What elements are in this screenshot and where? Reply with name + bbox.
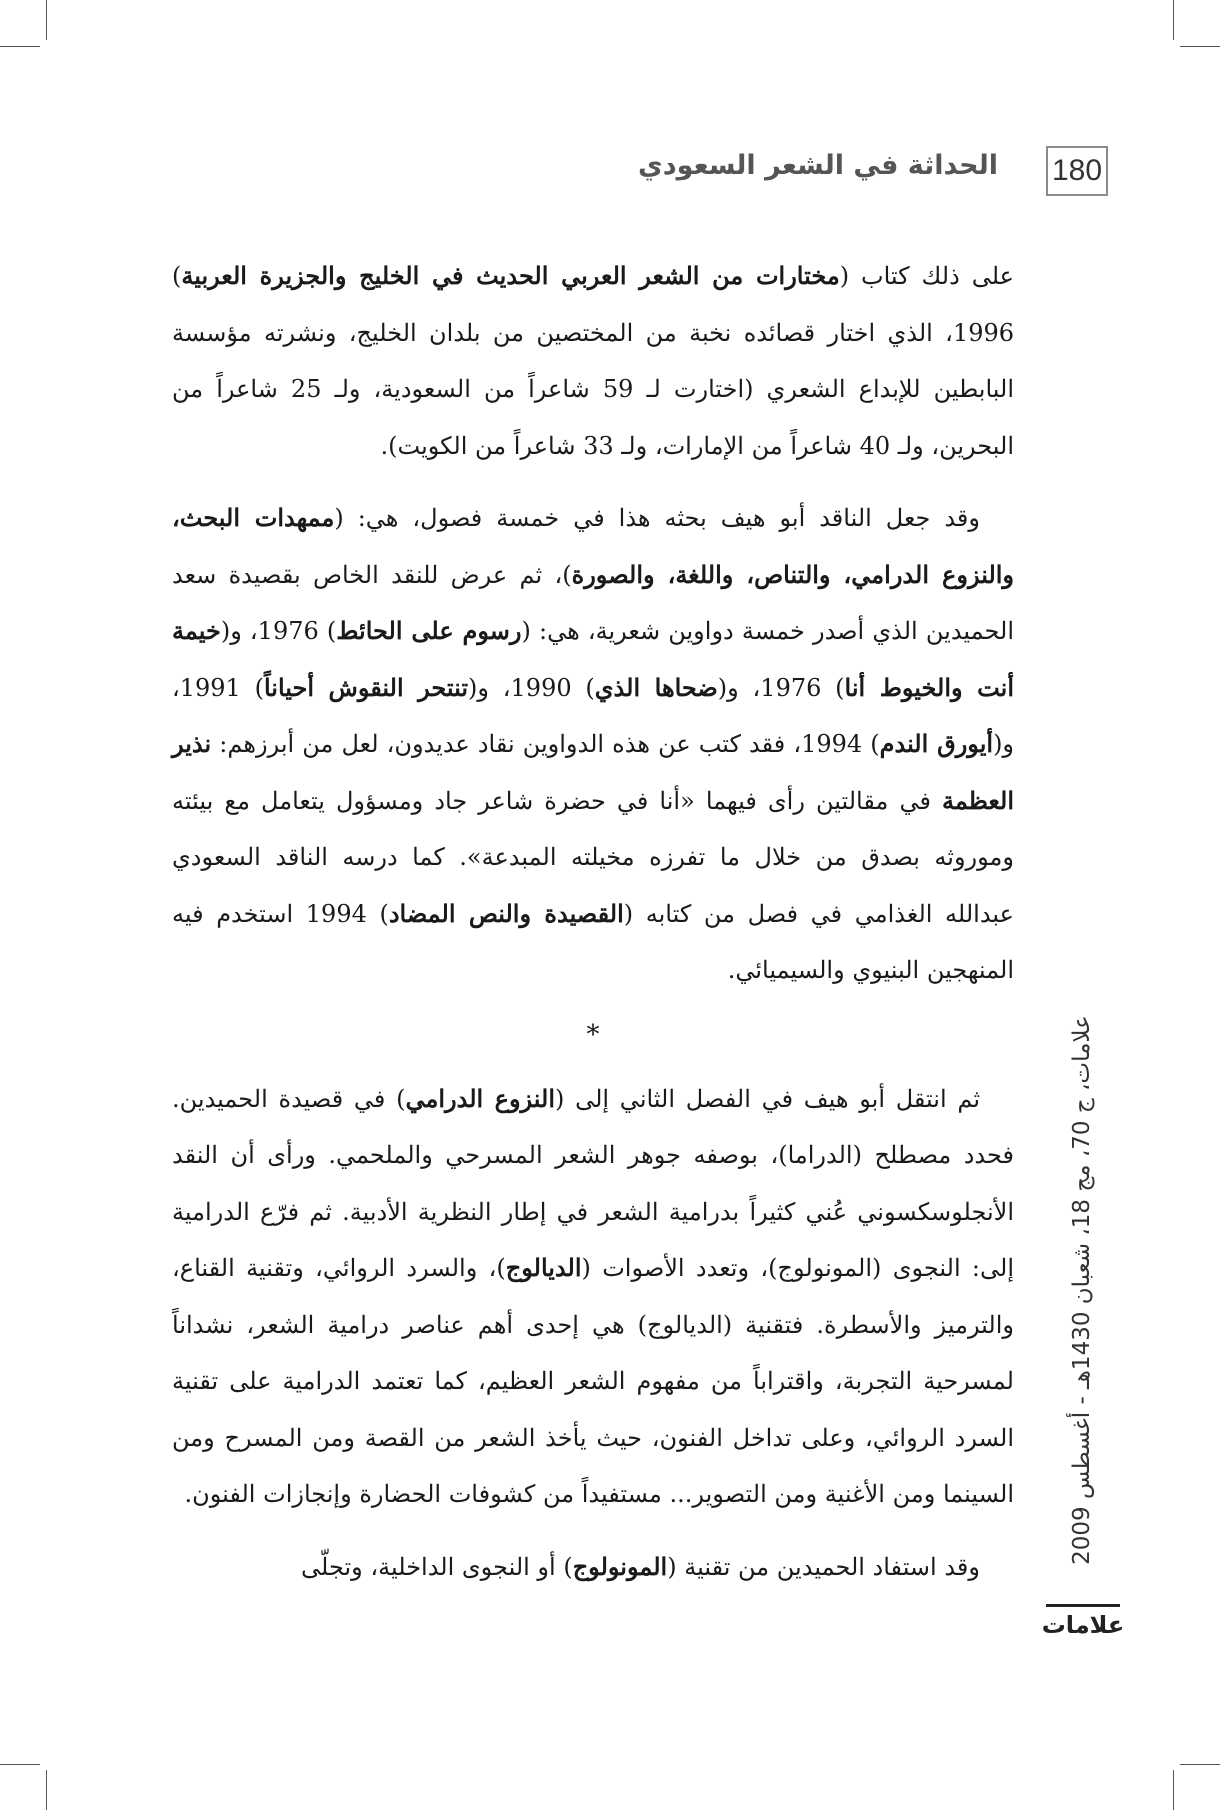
text-run: على ذلك كتاب (: [839, 262, 1014, 290]
paragraph: [172, 1539, 1014, 1596]
page-number: 180: [1046, 146, 1108, 196]
journal-info: علامات، ج 70، مج 18، شعبان 1430هـ - أغسطس 2009: [1069, 1015, 1096, 1565]
bold-title-run: أيورق الندم: [879, 729, 994, 758]
bold-title-run: القصيدة والنص المضاد: [388, 898, 624, 928]
bold-title-run: رسوم على الحائط: [336, 616, 522, 645]
paragraph: [172, 248, 1014, 474]
text-run: ) 1994، فقد كتب عن هذه الدواوين نقاد عديدون، لعل من أبرزهم:: [211, 730, 880, 758]
bold-title-run: تنتحر النقوش أحياناً: [263, 672, 469, 702]
text-run: ) 1994 استخدم فيه المنهجين البنيوي والسيميائي.: [172, 899, 1014, 984]
text-run: ) 1996، الذي اختار قصائده نخبة من المختصين من بلدان الخليج، ونشرته مؤسسة البابطين للإبداع الشعري (اختارت لـ 59 شاعراً من السعودية، ولـ 25 شاعراً من البحرين، ولـ 40 شاعراً من الإمارات، ولـ 33 شاعراً من الكويت).: [172, 262, 1015, 460]
bold-title-run: ممهدات البحث، والنزوع الدرامي، والتناص، واللغة، والصورة: [172, 503, 1015, 589]
journal-info-strip: [1052, 980, 1112, 1600]
text-run: )، ثم عرض للنقد الخاص بقصيدة سعد الحميدين الذي أصدر خمسة دواوين شعرية، هي: (: [172, 560, 1015, 645]
crop-mark: [46, 0, 47, 40]
crop-mark: [1173, 0, 1174, 40]
section-separator: *: [586, 1019, 600, 1050]
crop-mark: [1180, 46, 1220, 47]
running-header-title: الحداثة في الشعر السعودي: [638, 150, 998, 181]
bold-title-run: الديالوج: [505, 1253, 582, 1282]
bold-title-run: نذير العظمة: [172, 729, 1014, 815]
text-run: ) 1976، و(: [717, 673, 845, 702]
crop-mark: [0, 46, 40, 47]
bold-title-run: مختارات من الشعر العربي الحديث في الخليج والجزيرة العربية: [181, 261, 840, 290]
paragraph: [172, 490, 1014, 999]
logo-text: علامات: [1041, 1611, 1125, 1639]
text-run: وقد جعل الناقد أبو هيف بحثه هذا في خمسة فصول، هي: (: [334, 504, 980, 532]
text-run: ثم انتقل أبو هيف في الفصل الثاني إلى (: [555, 1084, 980, 1113]
paragraph: [172, 1071, 1014, 1523]
bold-title-run: النزوع الدرامي: [405, 1083, 556, 1113]
bold-title-run: خيمة أنت والخيوط أنا: [172, 616, 1015, 702]
text-run: ) في قصيدة الحميدين. فحدد مصطلح (الدراما)، بوصفه جوهر الشعر المسرحي والملحمي. ورأى أن النقد الأنجلوسكسوني عُني كثيراً بدرامية الشعر في إطار النظرية الأدبية. ثم فرّع الدرامية إلى: النجوى (المونولوج)، وتعدد الأصوات (: [172, 1084, 1014, 1282]
journal-logo: [1040, 1604, 1126, 1642]
logo-bar: [1046, 1604, 1120, 1607]
crop-mark: [1180, 1764, 1220, 1765]
crop-mark: [0, 1764, 40, 1765]
text-run: )، والسرد الروائي، وتقنية القناع، والترميز والأسطرة. فتقنية (الديالوج) هي إحدى أهم عناصر درامية الشعر، نشداناً لمسرحية التجربة، واقتراباً من مفهوم الشعر العظيم، كما تعتمد الدرامية على تقنية السرد الروائي، وعلى تداخل الفنون، حيث يأخذ الشعر من القصة ومن المسرح ومن السينما ومن الأغنية ومن التصوير... مستفيداً من كشوفات الحضارة وإنجازات الفنون.: [172, 1254, 1014, 1508]
crop-mark: [1173, 1770, 1174, 1810]
text-run: ) 1976، و(: [220, 617, 337, 645]
article-body: [172, 248, 1014, 1595]
crop-mark: [46, 1770, 47, 1810]
bold-title-run: المونولوج: [572, 1551, 668, 1581]
text-run: في مقالتين رأى فيهما «أنا في حضرة شاعر جاد ومسؤول يتعامل مع بيئته وموروثه بصدق من خلال ما تفرزه مخيلته المبدعة». كما درسه الناقد السعودي عبدالله الغذامي في فصل من كتابه (: [172, 786, 1014, 928]
text-run: ) أو النجوى الداخلية، وتجلّى: [301, 1552, 573, 1581]
text-run: وقد استفاد الحميدين من تقنية (: [667, 1552, 980, 1581]
text-run: ) 1991، و(: [172, 673, 1015, 758]
bold-title-run: ضحاها الذي: [594, 672, 718, 702]
text-run: ) 1990، و(: [468, 673, 595, 702]
